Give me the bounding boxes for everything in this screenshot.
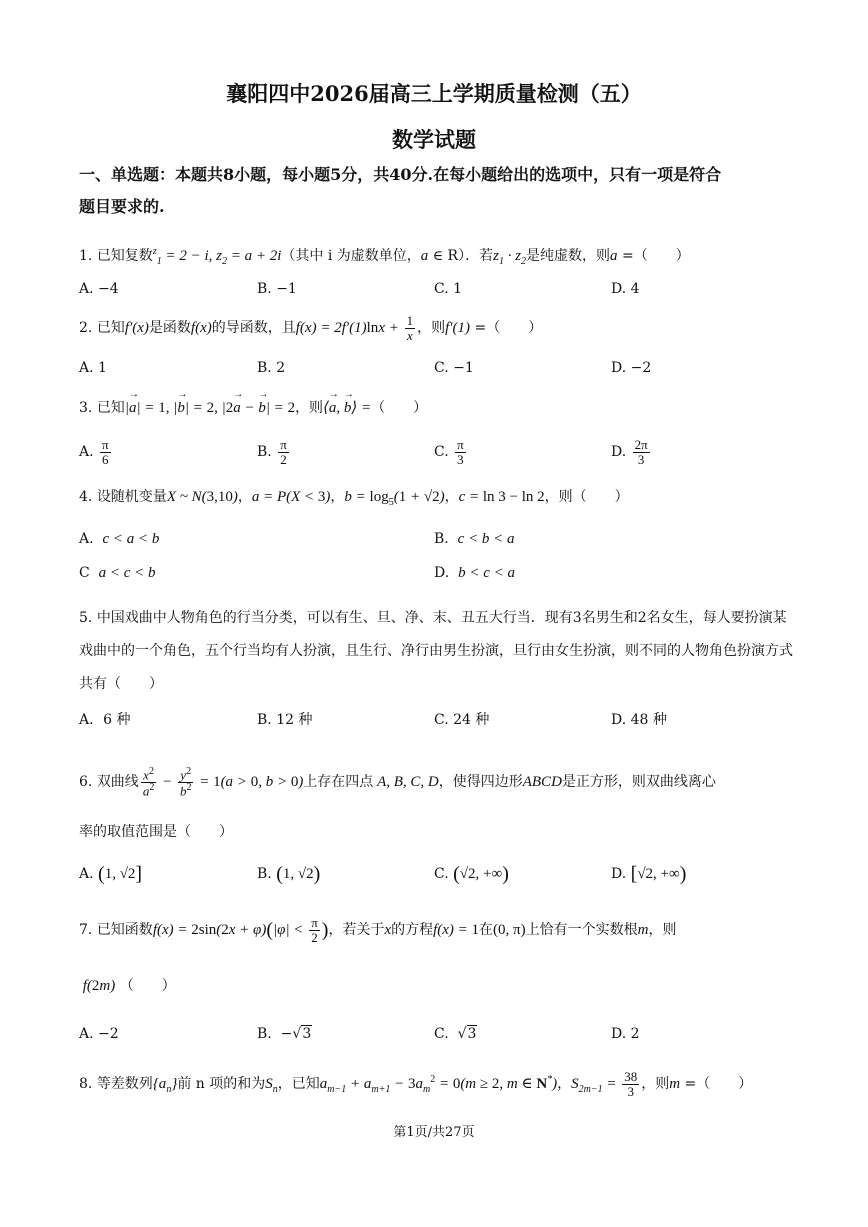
q6-formula-abcd: ABCD — [522, 774, 562, 790]
question-5 — [79, 602, 795, 701]
q1-formula-z: $^z_1$ = 2 − i, $z_2 = a + 2i$ — [152, 246, 282, 267]
q1-mid1: （其中 i 为虚数单位， — [281, 248, 421, 264]
q5-option-b[interactable]: B. 12 种 — [257, 712, 313, 728]
q6-formula-points: A, B, C, D — [373, 774, 439, 790]
q1-options — [79, 273, 795, 305]
q6-number: 6. — [79, 774, 93, 790]
q4-number: 4. — [79, 489, 93, 505]
q7-line2-end: （ ） — [119, 978, 176, 994]
q2-formula-eq: f(x) = 2f′(1)lnx + $\frac{1}{x}$ — [295, 313, 414, 344]
q4-option-d[interactable]: D. b < c < a — [434, 565, 515, 581]
q4-formula-c: c = ln 3 − ln 2 — [458, 489, 545, 505]
section-heading-line1: 一、单选题：本题共8小题，每小题5分，共40分.在每小题给出的选项中，只有一项是符合 — [79, 165, 722, 184]
q1-option-b[interactable]: B. −1 — [257, 281, 297, 297]
q7-formula-f: f(x) = 2sin(2x + φ)(|φ| < $\frac{\pi}{2}$ ) — [152, 915, 329, 946]
q2-option-c[interactable]: C. −1 — [434, 360, 474, 376]
q1-mid2: ）．若 — [458, 248, 494, 264]
q4-formula-a: a = P(X < 3) — [251, 489, 331, 505]
q3-option-a[interactable]: A. $\frac{\pi}{6}$ — [79, 436, 109, 467]
q6-pre: 双曲线 — [96, 774, 139, 790]
q3-formula-ask: ⟨→ a, → b⟩ = — [323, 400, 371, 416]
question-1: 1. 已知复数$^z_1$ = 2 − i, $z_2 = a + 2i$（其中 i 为虚数单位，a ∈ R）．若$z_1 \cdot z_2$是纯虚数，则a =（ ） — [79, 246, 690, 267]
q4-options-row1 — [79, 523, 795, 555]
q4-options-row2 — [79, 557, 795, 589]
q1-number: 1. — [79, 248, 93, 264]
question-7 — [79, 914, 795, 946]
section-heading — [79, 159, 793, 223]
q2-formula-f: f(x) — [190, 320, 212, 336]
q8-end: （ ） — [696, 1076, 753, 1092]
q2-number: 2. — [79, 320, 93, 336]
q8-formula-ask: m — [669, 1076, 681, 1092]
q7-formula-eq: f(x) = 1 — [433, 922, 480, 938]
q8-mid2: ，已知 — [277, 1076, 320, 1092]
q2-option-d[interactable]: D. −2 — [611, 360, 652, 376]
q1-pre: 已知复数 — [96, 248, 153, 264]
q2-formula-fprime: f′(x) — [124, 320, 149, 336]
q2-end: （ ） — [486, 320, 543, 336]
q6-formula-hyperbola: $\frac{x^2}{a^2}$ − $\frac{y^2}{b^2}$ = 1(a > 0, b > 0) — [142, 766, 304, 799]
q2-mid1: 是函数 — [148, 320, 191, 336]
q2-option-a[interactable]: A. 1 — [79, 360, 107, 376]
q7-formula-m: m — [637, 922, 649, 938]
q8-mid1: 前 n 项的和为 — [177, 1076, 266, 1092]
q2-pre: 已知 — [96, 320, 125, 336]
q6-option-b[interactable]: B. (1, √2) — [257, 863, 321, 885]
q5-text: 中国戏曲中人物角色的行当分类，可以有生、旦、净、末、丑五大行当．现有3名男生和2名女生，每人要扮演某戏曲中的一个角色，五个行当均有人扮演，且生行、净行由男生扮演，旦行由女生扮演，则不同的人物角色扮演方式共有（ ） — [79, 610, 793, 692]
q6-option-d[interactable]: D. [√2, +∞) — [611, 863, 687, 885]
page-subtitle: 数学试题 — [392, 127, 476, 152]
question-6 — [79, 766, 795, 798]
q7-number: 7. — [79, 922, 93, 938]
q7-formula-f2m: f(2m) — [79, 978, 116, 994]
q7-mid3: 在 — [479, 922, 494, 938]
q4-end: ，则（ ） — [544, 489, 629, 505]
page-footer: 第1页/共27页 — [393, 1125, 475, 1140]
q7-option-c[interactable]: C. √3 — [434, 1026, 477, 1042]
q4-pre: 设随机变量 — [96, 489, 167, 505]
q8-number: 8. — [79, 1076, 93, 1092]
q6-mid3: 是正方形，则双曲线离心 — [561, 774, 716, 790]
q4-formula-b: $b = \log_5(1 + √2)$ — [344, 489, 445, 508]
q3-option-d[interactable]: D. $\frac{2\pi}{3}$ — [611, 436, 648, 467]
q1-mid3: 是纯虚数，则 — [526, 248, 611, 264]
q7-mid2: 的方程 — [391, 922, 434, 938]
q7-formula-interval: (0, π) — [493, 922, 526, 938]
q6-option-c[interactable]: C. (√2, +∞) — [434, 863, 509, 885]
q6-option-a[interactable]: A. (1, √2] — [79, 863, 143, 885]
q3-option-c[interactable]: C. $\frac{\pi}{3}$ — [434, 436, 464, 467]
q1-option-c[interactable]: C. 1 — [434, 281, 463, 297]
page-title: 襄阳四中2026届高三上学期质量检测（五） — [226, 81, 642, 106]
q5-option-c[interactable]: C. 24 种 — [434, 712, 490, 728]
question-7-line2 — [79, 970, 795, 1002]
question-6-line2: 率的取值范围是（ ） — [79, 824, 233, 840]
question-8: 8. 等差数列$\{a_n\}$前 n 项的和为$S_n$，已知$a_{m-1} + a_{m+1} - 3a_m^2 = 0(m \ge 2$, m ∈ N*)，$S_{2m-1}$ = $\frac{38}{3}$ ，则m =（ ） — [79, 1069, 753, 1100]
q1-option-a[interactable]: A. −4 — [79, 281, 119, 297]
q5-option-a[interactable]: A．6 种 — [79, 712, 131, 728]
q8-mid3: ， — [557, 1076, 572, 1092]
q8-formula-seq: $\{a_n\}$ — [152, 1076, 178, 1095]
q7-formula-x: x — [384, 922, 392, 938]
q7-pre: 已知函数 — [96, 922, 153, 938]
q2-option-b[interactable]: B. 2 — [257, 360, 286, 376]
section-heading-line2: 题目要求的. — [79, 197, 165, 216]
question-2: 2. 已知f′(x)是函数f(x)的导函数，且f(x) = 2f′(1)lnx + $\frac{1}{x}$ ，则f′(1) =（ ） — [79, 313, 543, 344]
q3-pre: 已知 — [96, 400, 125, 416]
q1-formula-a: a — [420, 248, 429, 264]
q1-end: （ ） — [633, 248, 690, 264]
q5-option-d[interactable]: D. 48 种 — [611, 712, 667, 728]
q7-mid1: ，若关于 — [328, 922, 385, 938]
q8-pre: 等差数列 — [96, 1076, 153, 1092]
q7-option-a[interactable]: A. −2 — [79, 1026, 119, 1042]
q5-number: 5. — [79, 610, 93, 626]
q3-option-b[interactable]: B. $\frac{\pi}{2}$ — [257, 436, 287, 467]
q2-formula-ask: f′(1) — [445, 320, 471, 336]
q5-options — [79, 704, 795, 736]
q7-mid5: ，则 — [648, 922, 677, 938]
q3-end: （ ） — [371, 400, 428, 416]
question-3 — [79, 392, 795, 424]
q6-mid1: 上存在四点 — [303, 774, 374, 790]
q4-option-c[interactable]: C a < c < b — [79, 565, 156, 581]
q6-mid2: ，使得四边形 — [438, 774, 523, 790]
q8-mid4: ，则 — [641, 1076, 670, 1092]
q8-formula-cond: $a_{m-1} + a_{m+1} - 3a_m^2 = 0(m \ge 2$, m ∈ N*) — [319, 1074, 558, 1095]
q4-option-a[interactable]: A. c < a < b — [79, 531, 160, 547]
q1-formula-prod: $z_1 \cdot z_2$ — [493, 248, 527, 267]
q3-number: 3. — [79, 400, 93, 416]
q7-option-d[interactable]: D. 2 — [611, 1026, 640, 1042]
q1-option-d[interactable]: D. 4 — [611, 281, 640, 297]
q8-formula-sum: $S_{2m-1}$ = $\frac{38}{3}$ — [571, 1069, 638, 1100]
q4-option-b[interactable]: B. c < b < a — [434, 531, 515, 547]
q7-options — [79, 1018, 795, 1050]
q2-mid2: 的导函数，且 — [211, 320, 296, 336]
q7-mid4: 上恰有一个实数根 — [525, 922, 638, 938]
q3-options — [79, 436, 795, 476]
q3-mid1: ，则 — [295, 400, 324, 416]
question-4: 4. 设随机变量X ~ N(3,10)，a = P(X < 3)，$b = \log_5(1 + √2)$，c = ln 3 − ln 2，则（ ） — [79, 489, 629, 508]
q2-mid3: ，则 — [417, 320, 446, 336]
q4-formula-dist: X ~ N(3,10) — [166, 489, 238, 505]
q6-options — [79, 858, 795, 890]
q1-formula-ask: a — [610, 248, 618, 264]
q8-formula-sn: $S_n$ — [265, 1076, 278, 1095]
q3-formula-cond: |→ a| = 1, |→ b| = 2, |2→ a − → b| = 2 — [125, 400, 295, 416]
q7-option-b[interactable]: B. −√3 — [257, 1026, 312, 1042]
